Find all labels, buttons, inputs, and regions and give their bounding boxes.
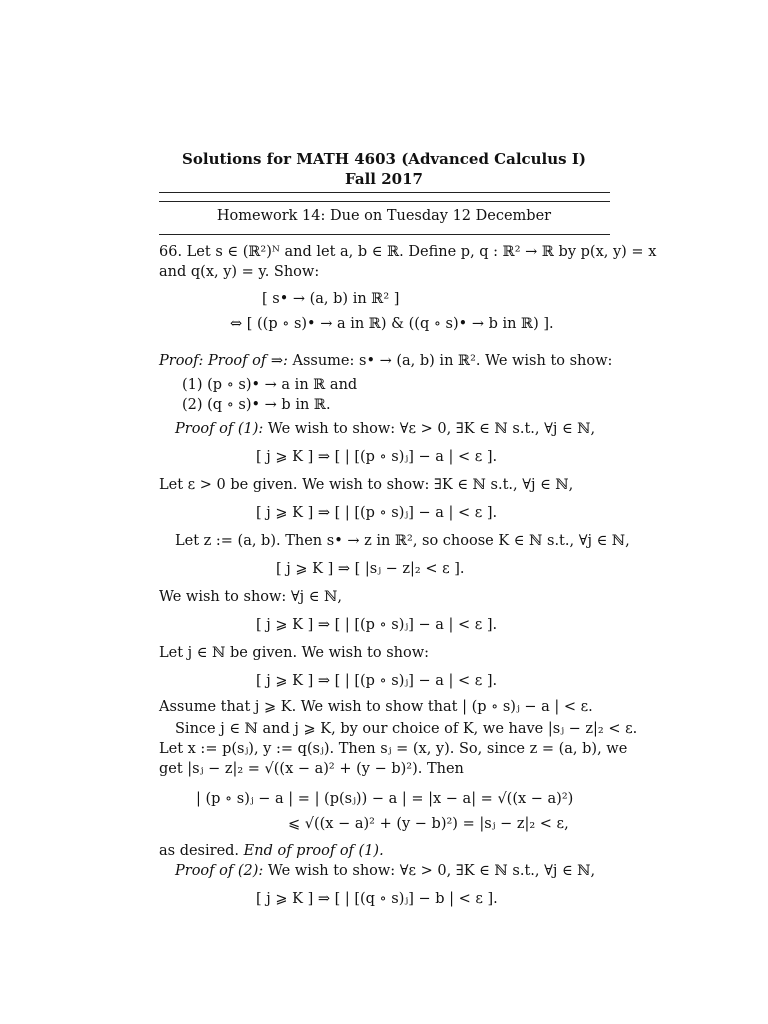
claim-item: (1) (p ∘ s)• → a in ℝ and xyxy=(182,377,358,393)
proof-label: Proof of (1): xyxy=(175,421,264,437)
proof-line xyxy=(159,352,612,370)
display-equation: ⇔ [ ((p ∘ s)• → a in ℝ) & ((q ∘ s)• → b in ℝ) ]. xyxy=(230,316,554,332)
top-rule xyxy=(159,192,610,193)
proof-line: Let x := p(sⱼ), y := q(sⱼ). Then sⱼ = (x, y). So, since z = (a, b), we xyxy=(159,741,628,757)
document-term: Fall 2017 xyxy=(345,170,423,188)
display-equation: [ j ⩾ K ] ⇒ [ | [(p ∘ s)ⱼ] − a | < ε ]. xyxy=(256,505,498,521)
proof-text: We wish to show: ∀ε > 0, ∃K ∈ ℕ s.t., ∀j ∈ ℕ, xyxy=(263,421,596,437)
proof-line xyxy=(175,862,595,880)
display-equation: [ j ⩾ K ] ⇒ [ | [(p ∘ s)ⱼ] − a | < ε ]. xyxy=(256,617,498,633)
proof-line: We wish to show: ∀j ∈ ℕ, xyxy=(159,589,342,605)
claim-item: (2) (q ∘ s)• → b in ℝ. xyxy=(182,397,331,413)
document-title: Solutions for MATH 4603 (Advanced Calculus I) xyxy=(182,150,586,168)
proof-line: get |sⱼ − z|₂ = √((x − a)² + (y − b)²). Then xyxy=(159,761,464,777)
proof-line xyxy=(175,420,595,438)
proof-line: Let z := (a, b). Then s• → z in ℝ², so choose K ∈ ℕ s.t., ∀j ∈ ℕ, xyxy=(175,533,630,549)
proof-label: Proof of (2): xyxy=(175,863,264,879)
proof-text: We wish to show: ∀ε > 0, ∃K ∈ ℕ s.t., ∀j ∈ ℕ, xyxy=(263,863,596,879)
top-rule-second xyxy=(159,201,610,202)
proof-line: Assume that j ⩾ K. We wish to show that | (p ∘ s)ⱼ − a | < ε. xyxy=(159,699,593,715)
display-equation: | (p ∘ s)ⱼ − a | = | (p(sⱼ)) − a | = |x − a| = √((x − a)²) xyxy=(196,791,574,807)
display-equation: [ j ⩾ K ] ⇒ [ | [(q ∘ s)ⱼ] − b | < ε ]. xyxy=(256,891,498,907)
display-equation: [ s• → (a, b) in ℝ² ] xyxy=(262,291,400,307)
display-equation: ⩽ √((x − a)² + (y − b)²) = |sⱼ − z|₂ < ε, xyxy=(288,816,569,832)
proof-line: Let ε > 0 be given. We wish to show: ∃K ∈ ℕ s.t., ∀j ∈ ℕ, xyxy=(159,477,574,493)
problem-statement-line: 66. Let s ∈ (ℝ²)ᴺ and let a, b ∈ ℝ. Define p, q : ℝ² → ℝ by p(x, y) = x xyxy=(159,244,657,260)
proof-text: Assume: s• → (a, b) in ℝ². We wish to show: xyxy=(287,353,613,369)
proof-line xyxy=(159,842,384,860)
display-equation: [ j ⩾ K ] ⇒ [ | [(p ∘ s)ⱼ] − a | < ε ]. xyxy=(256,673,498,689)
display-equation: [ j ⩾ K ] ⇒ [ |sⱼ − z|₂ < ε ]. xyxy=(276,561,465,577)
homework-heading: Homework 14: Due on Tuesday 12 December xyxy=(216,208,552,224)
homework-rule xyxy=(159,234,610,235)
proof-line: Since j ∈ ℕ and j ⩾ K, by our choice of K, we have |sⱼ − z|₂ < ε. xyxy=(175,721,638,737)
proof-end-label: End of proof of (1). xyxy=(243,843,384,859)
proof-label: Proof: Proof of ⇒: xyxy=(159,353,288,369)
proof-line: Let j ∈ ℕ be given. We wish to show: xyxy=(159,645,429,661)
problem-statement-line: and q(x, y) = y. Show: xyxy=(159,264,320,280)
display-equation: [ j ⩾ K ] ⇒ [ | [(p ∘ s)ⱼ] − a | < ε ]. xyxy=(256,449,498,465)
proof-text: as desired. xyxy=(159,843,244,859)
